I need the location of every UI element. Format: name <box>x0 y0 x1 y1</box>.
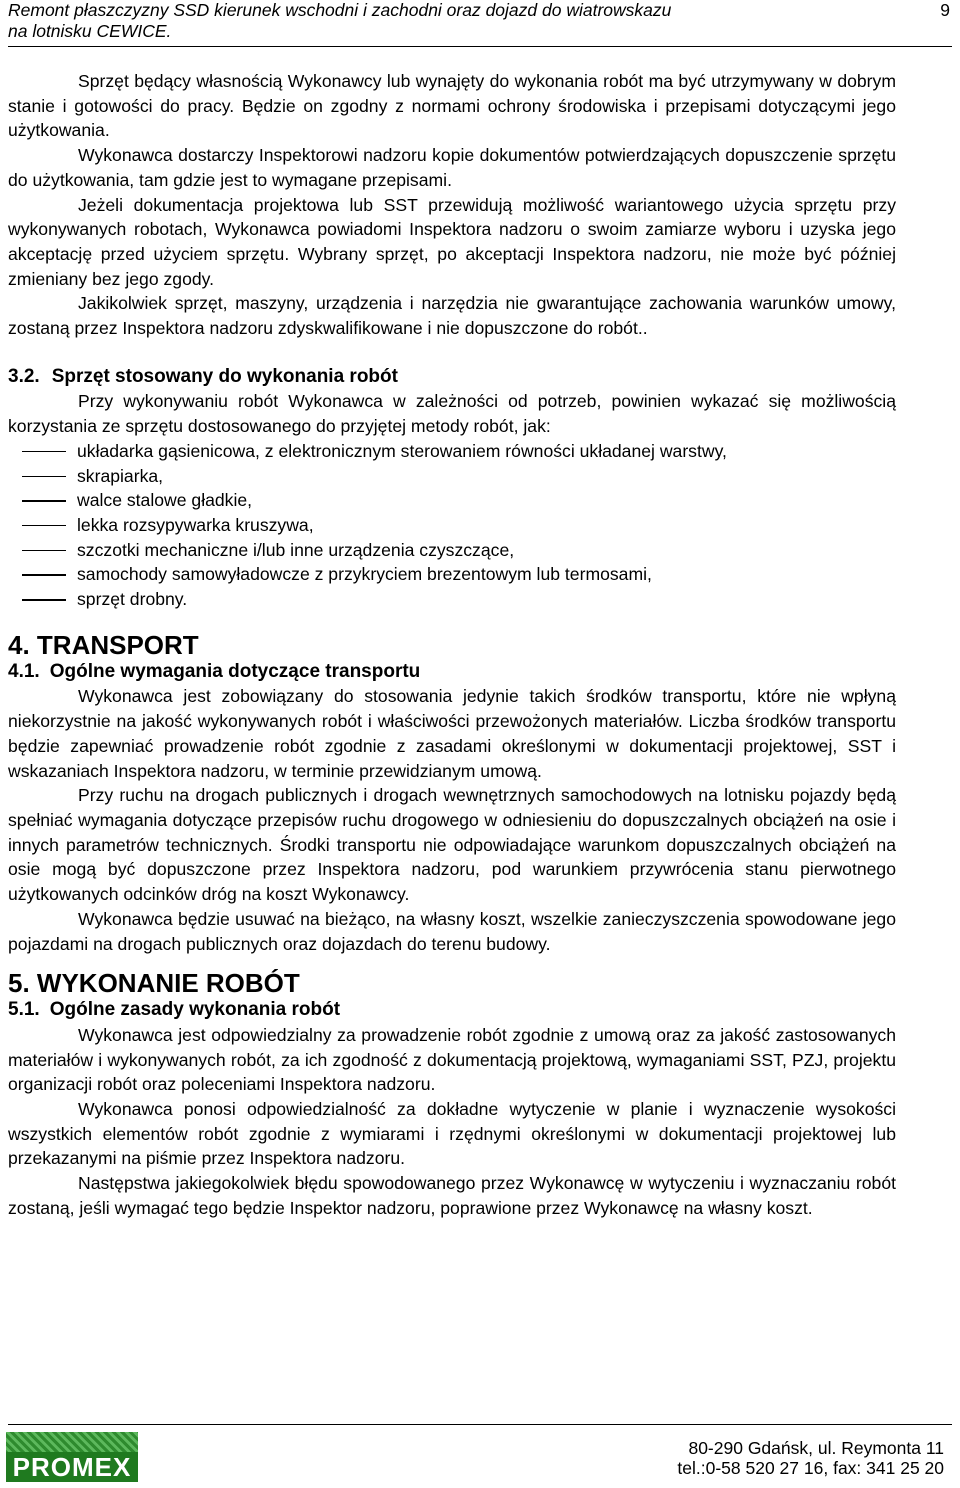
dash-bullet-icon <box>22 500 66 502</box>
footer-address: 80-290 Gdańsk, ul. Reymonta 11 <box>688 1438 944 1458</box>
list-item-text: skrapiarka, <box>77 465 164 486</box>
page-header <box>8 0 952 47</box>
equipment-list <box>8 439 896 612</box>
list-item-text: walce stalowe gładkie, <box>77 490 253 511</box>
list-item <box>8 464 896 489</box>
header-title <box>8 0 868 42</box>
footer-divider <box>8 1424 952 1425</box>
list-item-text: sprzęt drobny. <box>77 589 188 610</box>
dash-bullet-icon <box>22 550 66 552</box>
intro-paragraph-3: Jeżeli dokumentacja projektowa lub SST przewidują możliwość wariantowego użycia sprzętu przy wykonywanych robotach, Wykonawca powiadomi Inspektora nadzoru o swoim zamiarze wyboru i uzyska jego akceptację przed użyciem sprzętu. Wybrany sprzęt, po akceptacji Inspektora nadzoru, nie może być później zmieniany bez jego zgody. <box>8 194 896 289</box>
list-item <box>8 513 896 538</box>
logo-stripe-band <box>6 1432 138 1454</box>
list-item <box>8 538 896 563</box>
intro-paragraph-2: Wykonawca dostarczy Inspektorowi nadzoru kopie dokumentów potwierdzających dopuszczenie sprzętu do użytkowania, tam gdzie jest to wymagane przepisami. <box>8 145 896 190</box>
section-5-paragraph-2: Wykonawca ponosi odpowiedzialność za dokładne wytyczenie w planie i wyznaczenie wysokości wszystkich elementów robót zgodnie z wymiarami i rzędnymi określonymi w dokumentacji projektowej lub przekazanymi na piśmie przez Inspektora nadzoru. <box>8 1099 896 1169</box>
footer-contact <box>677 1438 944 1478</box>
section-5-1-number: 5.1. <box>8 999 40 1021</box>
section-5-paragraph-1: Wykonawca jest odpowiedzialny za prowadzenie robót zgodnie z umową oraz za jakość zastosowanych materiałów i wykonywanych robót, za ich zgodność z dokumentacją projektową, wymaganiami SST, PZJ, projektu organizacji robót oraz poleceniami Inspektora nadzoru. <box>8 1024 896 1095</box>
dash-bullet-icon <box>22 599 66 601</box>
dash-bullet-icon <box>22 525 66 527</box>
list-item <box>8 439 896 464</box>
list-item-text: układarka gąsienicowa, z elektronicznym sterowaniem równości układanej warstwy, <box>77 440 727 461</box>
section-4-1-number: 4.1. <box>8 660 40 682</box>
dash-bullet-icon <box>22 451 66 453</box>
intro-paragraph-4: Jakikolwiek sprzęt, maszyny, urządzenia i narzędzia nie gwarantujące zachowania warunków umowy, zostaną przez Inspektora nadzoru zdyskwalifikowane i nie dopuszczone do robót.. <box>8 293 896 339</box>
page-number: 9 <box>940 0 950 20</box>
list-item <box>8 562 896 587</box>
list-item-text: lekka rozsypywarka kruszywa, <box>77 514 314 535</box>
section-3-2-heading <box>8 365 896 390</box>
logo-text: PROMEX <box>6 1452 138 1482</box>
header-title-line-2: na lotnisku CEWICE. <box>8 21 172 41</box>
list-item <box>8 488 896 513</box>
section-5-paragraph-3: Następstwa jakiegokolwiek błędu spowodowanego przez Wykonawcę w wytyczeniu i wyznaczaniu robót zostaną, jeśli wymagać tego będzie Inspektor nadzoru, poprawione przez Wykonawcę na własny koszt. <box>8 1173 896 1218</box>
section-4-paragraph-3: Wykonawca będzie usuwać na bieżąco, na własny koszt, wszelkie zanieczyszczenia spowodowane jego pojazdami na drogach publicznych oraz dojazdach do terenu budowy. <box>8 908 896 954</box>
intro-paragraph-1: Sprzęt będący własnością Wykonawcy lub wynajęty do wykonania robót ma być utrzymywany w dobrym stanie i gotowości do pracy. Będzie on zgodny z normami ochrony środowiska i przepisami dotyczącymi jego użytkowania. <box>8 71 896 141</box>
header-title-line-1: Remont płaszczyzny SSD kierunek wschodni i zachodni oraz dojazd do wiatrowskazu <box>8 0 672 20</box>
dash-bullet-icon <box>22 574 66 576</box>
list-item-text: szczotki mechaniczne i/lub inne urządzenia czyszczące, <box>77 539 515 560</box>
section-4-1-heading <box>8 660 896 685</box>
section-5-1-title: Ogólne zasady wykonania robót <box>49 999 341 1021</box>
section-3-2-title: Sprzęt stosowany do wykonania robót <box>51 365 398 387</box>
section-5-1-heading <box>8 998 896 1023</box>
section-4-paragraph-2: Przy ruchu na drogach publicznych i drogach wewnętrznych samochodowych na lotnisku pojazdy będą spełniać wymagania dotyczące przepisów ruchu drogowego w odniesieniu do dopuszczalnych obciążeń na osie i innych parametrów technicznych. Środki transportu nie odpowiadające warunkom dopuszczalnych obciążeń na osie mogą być dopuszczone przez Inspektora nadzoru, pod warunkiem przywrócenia stanu pierwotnego użytkowanych odcinków dróg na koszt Wykonawcy. <box>8 785 896 905</box>
section-3-2-number: 3.2. <box>8 365 40 387</box>
section-4-1-title: Ogólne wymagania dotyczące transportu <box>49 660 421 682</box>
list-item <box>8 587 896 612</box>
section-5-heading: 5. WYKONANIE ROBÓT <box>8 968 300 999</box>
section-3-2-intro: Przy wykonywaniu robót Wykonawca w zależności od potrzeb, powinien wykazać się możliwością korzystania ze sprzętu dostosowanego do przyjętej metody robót, jak: <box>8 391 896 437</box>
list-item-text: samochody samowyładowcze z przykryciem brezentowym lub termosami, <box>77 564 652 585</box>
promex-logo <box>6 1432 138 1482</box>
section-4-paragraph-1: Wykonawca jest zobowiązany do stosowania jedynie takich środków transportu, które nie wpłyną niekorzystnie na jakość wykonywanych robót i właściwości przewożonych materiałów. Liczba środków transportu będzie zapewniać prowadzenie robót zgodnie z zasadami określonymi w dokumentacji projektowej, SST i wskazaniach Inspektora nadzoru, w terminie przewidzianym umową. <box>8 686 896 781</box>
footer-phone: tel.:0-58 520 27 16, fax: 341 25 20 <box>677 1458 944 1478</box>
section-4-heading: 4. TRANSPORT <box>8 629 199 660</box>
dash-bullet-icon <box>22 476 66 478</box>
document-body <box>8 69 896 1221</box>
